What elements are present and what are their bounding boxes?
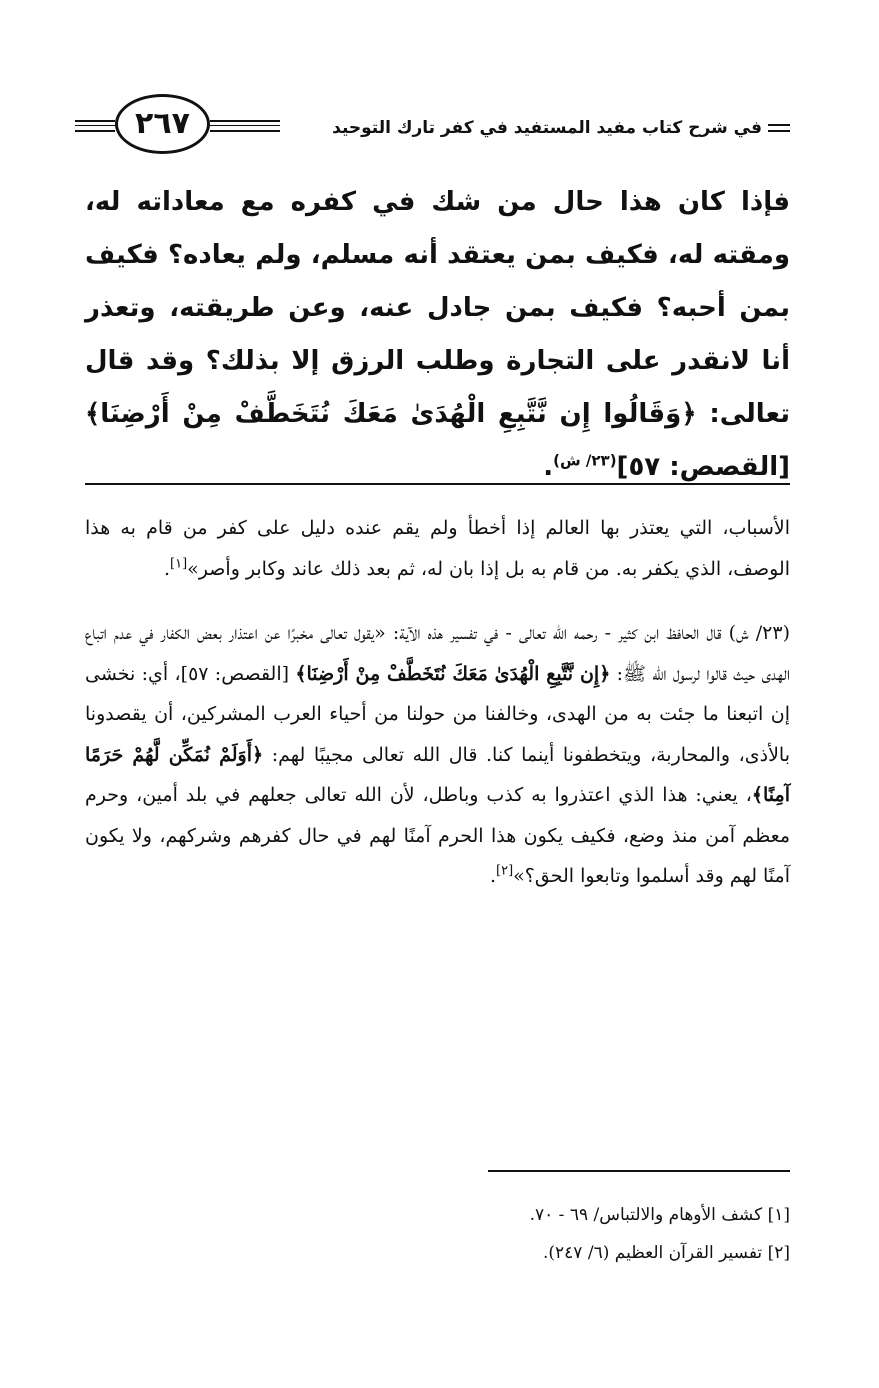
quran-verse: ﴿إِن نَّتَّبِعِ الْهُدَىٰ مَعَكَ نُتَخَطَّفْ مِنْ أَرْضِنَا﴾ — [295, 662, 611, 685]
footnote-marker: (٢٣/ ش) — [553, 451, 617, 470]
commentary-text-run: ، أي: نخشى إن اتبعنا ما جئت به من الهدى، وخالفنا من حولنا من أحياء العرب المشركين، أن يقصدونا بالأذى، والمحاربة، ويتخطفونا أينما كنا. قال الله تعالى مجيبًا لهم: — [85, 662, 790, 766]
main-paragraph — [85, 176, 790, 494]
paragraph-gap — [85, 589, 790, 613]
quran-verse: ﴿أَوَلَمْ نُمَكِّن لَّهُمْ حَرَمًا آمِنًا﴾ — [85, 743, 790, 806]
commentary-text-run: الأسباب، التي يعتذر بها العالم إذا أخطأ ولم يقم عنده دليل على كفر من قام به هذا الوصف، الذي يكفر به. من قام به بل إذا بان له، ثم بعد ذلك عاند وكابر وأصر» — [85, 517, 790, 580]
title-ornament-rule — [768, 124, 790, 132]
footnote: [٢] تفسير القرآن العظيم (٦/ ٢٤٧). — [543, 1243, 790, 1263]
quran-close-bracket: ﴾ — [85, 399, 101, 429]
commentary-text-run: ، يعني: هذا الذي اعتذروا به كذب وباطل، لأن الله تعالى جعلهم في بلد أمين، وحرم معظم آمن منذ وضع، فكيف يكون هذا الحرم آمنًا لهم في حال كفرهم وشركهم، ولا يكون آمنًا لهم وقد أسلموا وتابعوا الحق؟» — [85, 784, 790, 887]
footnote-divider — [488, 1170, 790, 1172]
footnote-marker: [٢] — [496, 863, 514, 879]
main-line: فكيف بمن يعتقد أنه مسلم، ولم يعاده؟ فكيف بمن أحبه؟ فكيف بمن — [85, 240, 790, 323]
sentence-end: . — [163, 557, 171, 580]
footnotes — [340, 1196, 790, 1272]
page-number: ٢٦٧ — [115, 94, 210, 154]
main-line: جادل عنه، وعن طريقته، وتعذر أنا لانقدر على التجارة وطلب الرزق — [85, 293, 790, 376]
commentary-paragraph — [85, 508, 790, 589]
commentary-text — [85, 508, 790, 897]
footnote-marker: [١] — [170, 556, 188, 572]
header-double-rule-left — [75, 120, 115, 132]
sentence-end: . — [489, 865, 496, 887]
verse-reference: [القصص: ٥٧] — [616, 452, 790, 482]
main-text — [85, 176, 790, 494]
main-line: إلا بذلك؟ وقد قال تعالى: — [85, 346, 790, 429]
section-divider — [85, 483, 790, 485]
sentence-end: . — [543, 452, 554, 482]
commentary-paragraph — [85, 613, 790, 897]
main-line: فإذا كان هذا حال من شك في كفره مع معاداته له، ومقته له، — [85, 187, 790, 270]
footnote: [١] كشف الأوهام والالتباس/ ٦٩ - ٧٠. — [529, 1205, 790, 1225]
header-double-rule-right — [210, 120, 280, 132]
commentary-text-run: (٢٣/ ش) قال الحافظ ابن كثير - رحمه الله تعالى - في تفسير هذه الآية: «يقول تعالى مخبرًا عن اعتذار بعض الكفار في عدم اتباع الهدى حيث قالوا لرسول الله ﷺ: — [85, 622, 790, 685]
page-header — [75, 88, 790, 158]
quran-verse: وَقَالُوا إِن نَّتَّبِعِ الْهُدَىٰ مَعَكَ نُتَخَطَّفْ مِنْ أَرْضِنَا — [100, 399, 682, 429]
running-title: في شرح كتاب مفيد المستفيد في كفر تارك التوحيد — [332, 118, 762, 138]
quran-open-bracket: ﴿ — [681, 399, 697, 429]
verse-reference: [القصص: ٥٧] — [180, 662, 290, 685]
